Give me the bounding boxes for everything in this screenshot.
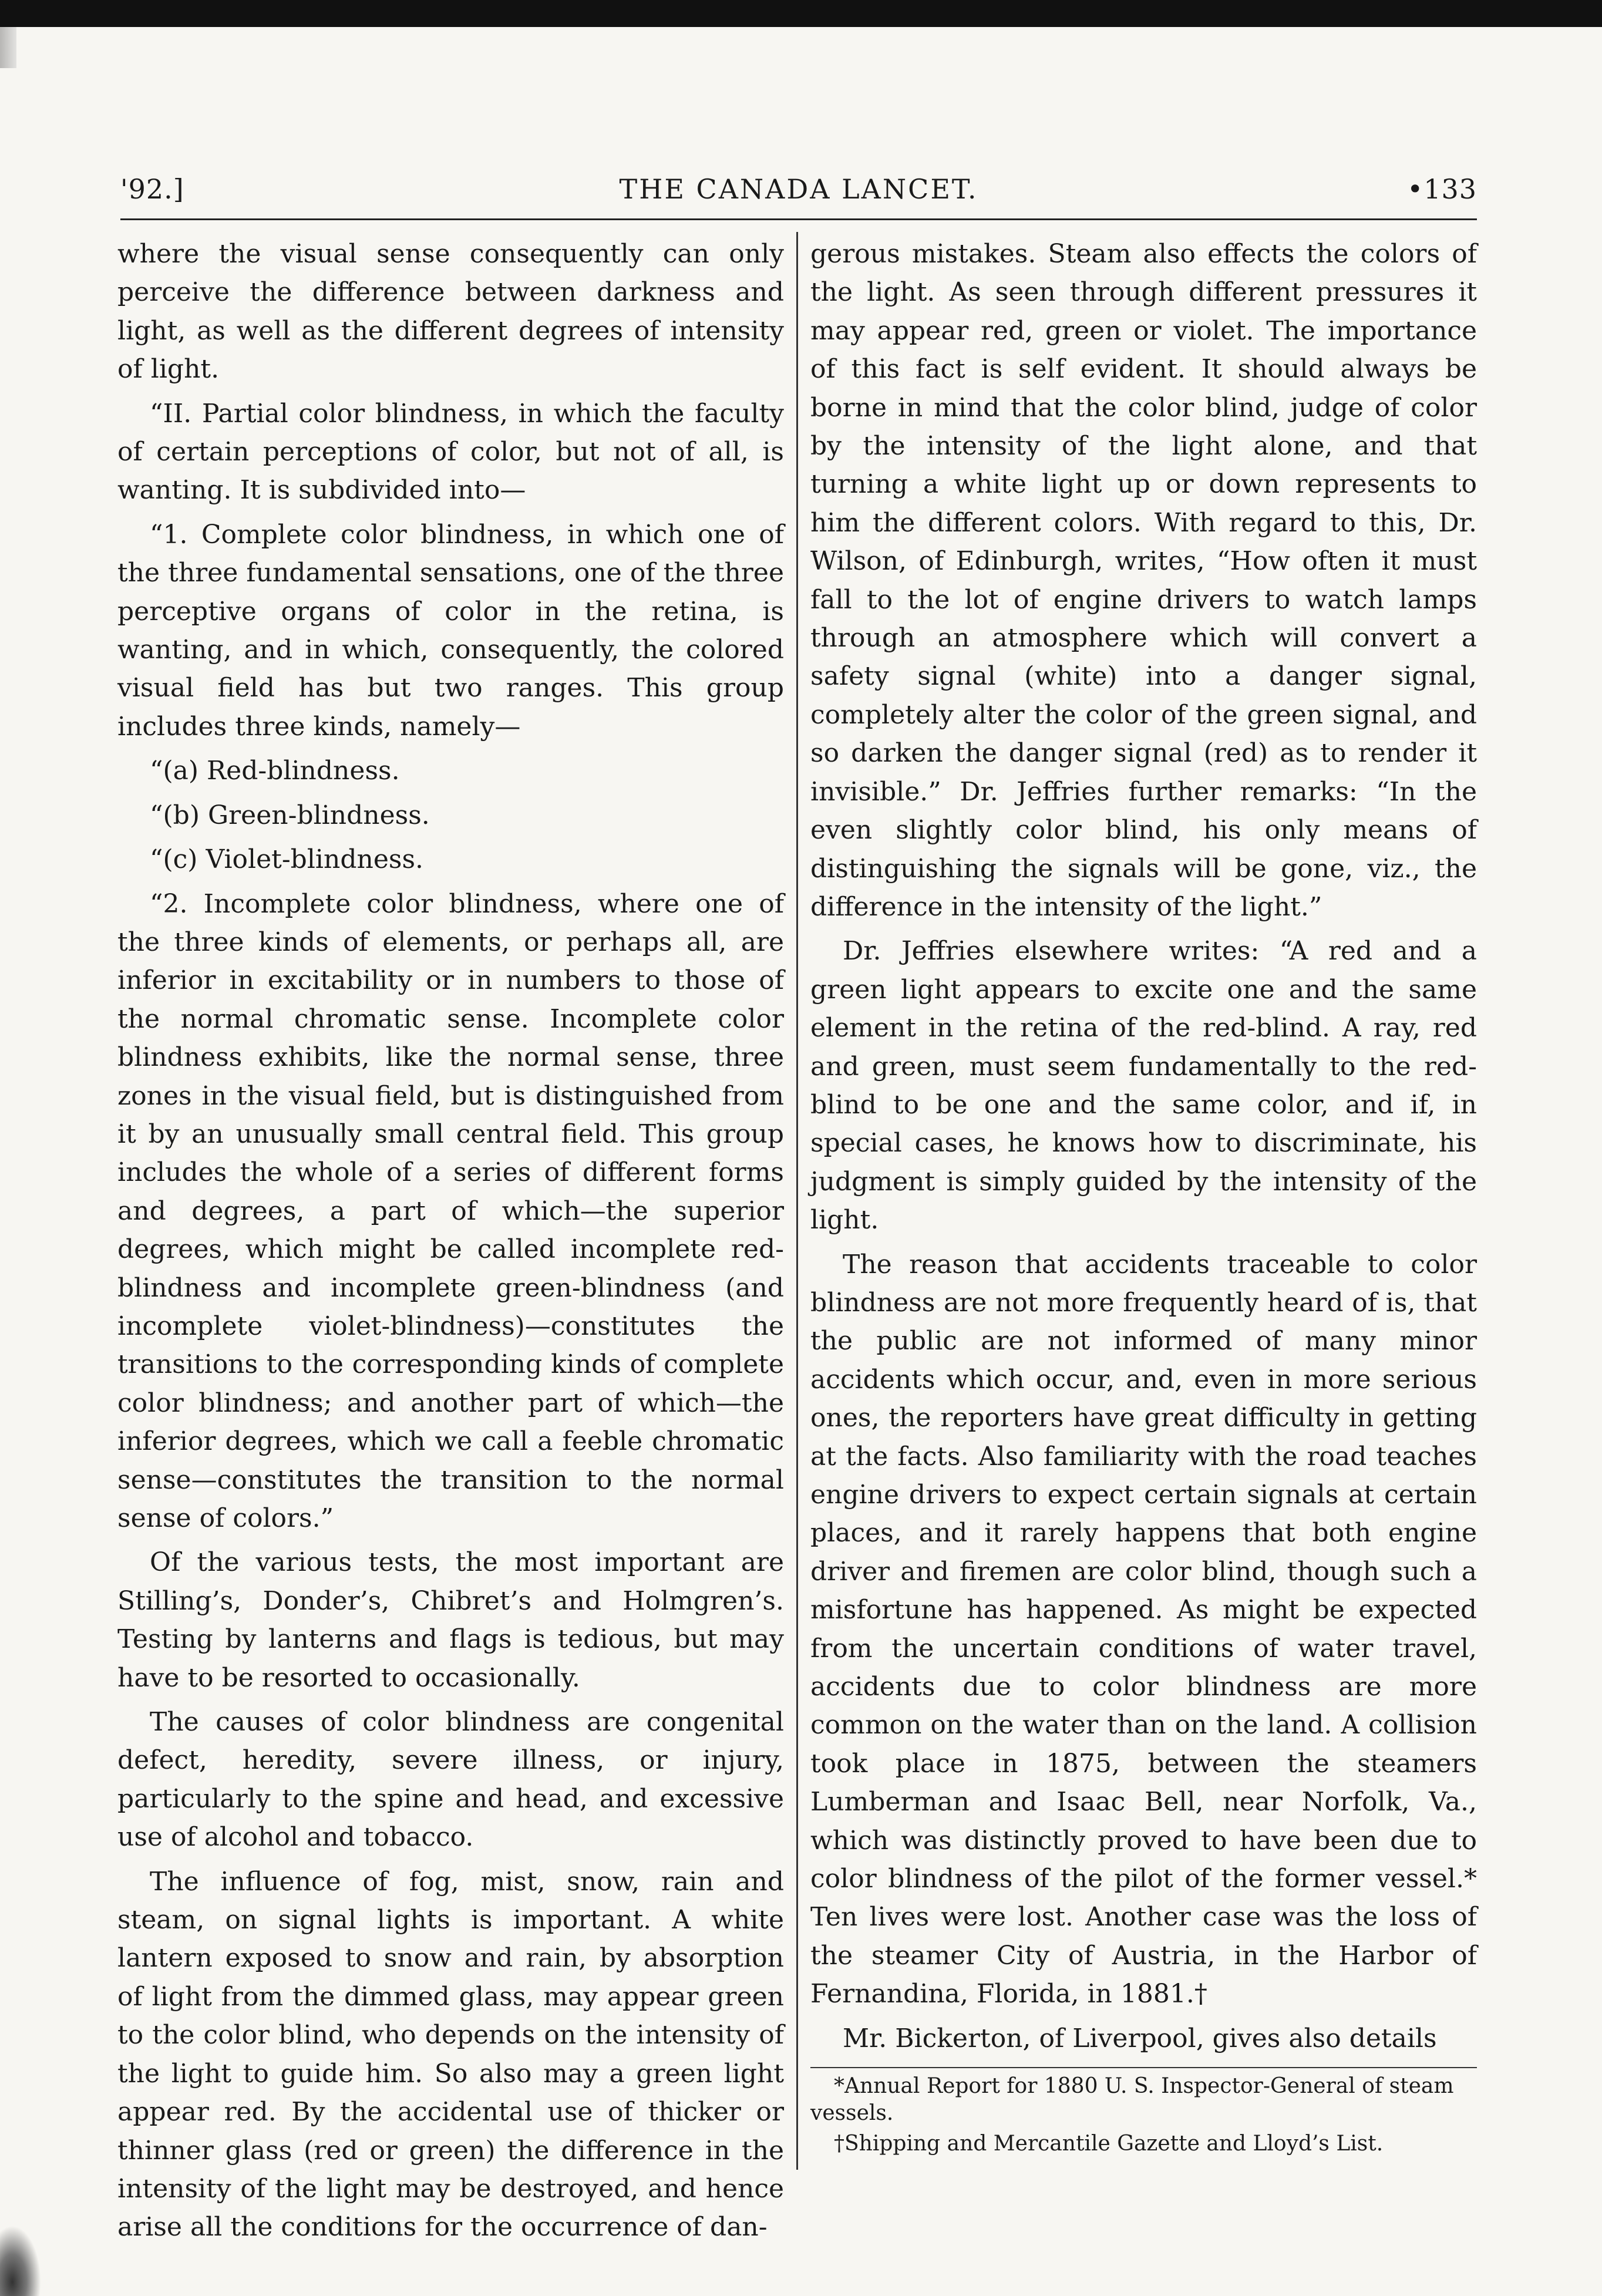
paragraph: “II. Partial color blindness, in which the faculty of certain perceptions of color, but not of all, is wanting. It is subdivided into— bbox=[117, 398, 784, 506]
paragraph: Mr. Bickerton, of Liverpool, gives also details bbox=[843, 2023, 1437, 2053]
paragraph: The causes of color blindness are congenital defect, heredity, severe illness, or injury, particularly to the spine and head, and excessive use of alcohol and tobacco. bbox=[117, 1707, 784, 1853]
scan-edge-shadow bbox=[0, 27, 16, 68]
scan-corner-mark bbox=[0, 2226, 41, 2296]
paragraph: “2. Incomplete color blindness, where one of the three kinds of elements, or perhaps all, are inferior in excitability or in numbers to those of the normal chromatic sense. Incomplete color blindness exhibits, like the normal sense, three zones in the visual field, but is distinguished from it by an unusually small central field. This group includes the whole of a series of different forms and degrees, a part of which—the superior degrees, which might be called incomplete red-blindness and incomplete green-blindness (and incomplete violet-blindness)—constitutes the transitions to the corresponding kinds of complete color blindness; and another part of which—the inferior degrees, which we call a feeble chromatic sense—constitutes the transition to the normal sense of colors.” bbox=[117, 888, 784, 1533]
page-number: •133 bbox=[1407, 173, 1477, 205]
left-column bbox=[117, 235, 784, 2243]
list-item: “(a) Red-blindness. bbox=[150, 756, 400, 786]
journal-title: THE CANADA LANCET. bbox=[619, 173, 978, 205]
paragraph: where the visual sense consequently can only perceive the difference between darkness and light, as well as the different degrees of intensity of light. bbox=[117, 239, 784, 385]
paragraph: Of the various tests, the most important are Stilling’s, Donder’s, Chibret’s and Holmgren’s. Testing by lanterns and flags is tedious, but may have to be resorted to occasionally. bbox=[117, 1547, 784, 1693]
paragraph: Dr. Jeffries elsewhere writes: “A red and a green light appears to excite one and the same element in the retina of the red-blind. A ray, red and green, must seem fundamentally to the red-blind to be one and the same color, and if, in special cases, he knows how to discriminate, his judgment is simply guided by the intensity of the light. bbox=[810, 936, 1477, 1235]
footnote-rule bbox=[810, 2067, 1477, 2068]
footnote: †Shipping and Mercantile Gazette and Lloyd’s List. bbox=[834, 2132, 1384, 2156]
footnotes bbox=[810, 2073, 1477, 2161]
paragraph: gerous mistakes. Steam also effects the colors of the light. As seen through different pressures it may appear red, green or violet. The importance of this fact is self evident. It should always be borne in mind that the color blind, judge of color by the intensity of the light alone, and that turning a white light up or down represents to him the different colors. With regard to this, Dr. Wilson, of Edinburgh, writes, “How often it must fall to the lot of engine drivers to watch lamps through an atmosphere which will convert a safety signal (white) into a danger signal, completely alter the color of the green signal, and so darken the danger signal (red) as to render it invisible.” Dr. Jeffries further remarks: “In the even slightly color blind, his only means of distinguishing the signals will be gone, viz., the difference in the intensity of the light.” bbox=[810, 239, 1477, 922]
header-rule bbox=[120, 218, 1477, 220]
header-year: '92.] bbox=[120, 173, 184, 205]
running-header bbox=[120, 173, 1477, 214]
column-divider bbox=[796, 232, 798, 2170]
paragraph: “1. Complete color blindness, in which one of the three fundamental sensations, one of the three perceptive organs of color in the retina, is wanting, and in which, consequently, the colored visual field has but two ranges. This group includes three kinds, namely— bbox=[117, 519, 784, 742]
page-top-border bbox=[0, 0, 1602, 27]
footnote: *Annual Report for 1880 U. S. Inspector-General of steam vessels. bbox=[810, 2074, 1454, 2125]
paragraph: The reason that accidents traceable to color blindness are not more frequently heard of is, that the public are not informed of many minor accidents which occur, and, even in more serious ones, the reporters have great difficulty in getting at the facts. Also familiarity with the road teaches engine drivers to expect certain signals at certain places, and it rarely happens that both engine driver and firemen are color blind, though such a misfortune has happened. As might be expected from the uncertain conditions of water travel, accidents due to color blindness are more common on the water than on the land. A collision took place in 1875, between the steamers Lumberman and Isaac Bell, near Norfolk, Va., which was distinctly proved to have been due to color blindness of the pilot of the former vessel.* Ten lives were lost. Another case was the loss of the steamer City of Austria, in the Harbor of Fernandina, Florida, in 1881.† bbox=[810, 1249, 1477, 2009]
list-item: “(c) Violet-blindness. bbox=[150, 844, 424, 875]
right-column bbox=[810, 235, 1477, 2149]
paragraph: The influence of fog, mist, snow, rain and steam, on signal lights is important. A white lantern exposed to snow and rain, by absorption of light from the dimmed glass, may appear green to the color blind, who depends on the intensity of the light to guide him. So also may a green light appear red. By the accidental use of thicker or thinner glass (red or green) the difference in the intensity of the light may be destroyed, and hence arise all the conditions for the occurrence of dan- bbox=[117, 1866, 784, 2243]
list-item: “(b) Green-blindness. bbox=[150, 800, 430, 830]
